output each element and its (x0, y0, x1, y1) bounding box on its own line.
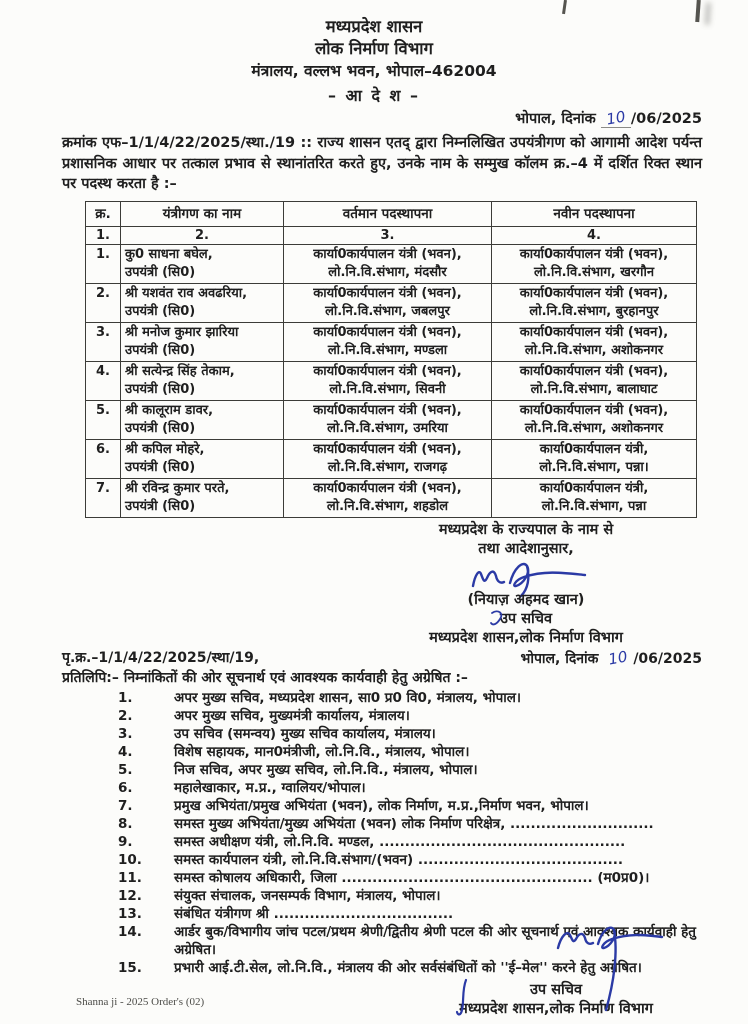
top-date-line (0, 109, 702, 129)
list-item: 1. अपर मुख्य सचिव, मध्यप्रदेश शासन, सा0 प्र0 वि0, मंत्रालय, भोपाल। (118, 689, 522, 706)
handwritten-day: 10 (607, 646, 630, 669)
row-sno: 7. (86, 478, 121, 517)
transfer-table (85, 201, 697, 518)
list-item: 8. समस्त मुख्य अभियंता/मुख्य अभियंता (भवन) लोक निर्माण परिक्षेत्र, ............................ (118, 815, 654, 832)
col-header-current: वर्तमान पदस्थापना (284, 201, 492, 226)
row-sno: 5. (86, 400, 121, 439)
row-name: श्री यशवंत राव अवढरिया, उपयंत्री (सि0) (121, 283, 284, 322)
row-current-posting: कार्या0कार्यपालन यंत्री (भवन), लो.नि.वि.संभाग, शहडोल (284, 478, 492, 517)
order-intro-paragraph (62, 133, 702, 195)
row-current-posting: कार्या0कार्यपालन यंत्री (भवन), लो.नि.वि.संभाग, मण्डला (284, 322, 492, 361)
col-header-new: नवीन पदस्थापना (492, 201, 697, 226)
list-item: 7. प्रमुख अभियंता/प्रमुख अभियंता (भवन), लोक निर्माण, म.प्र.,निर्माण भवन, भोपाल। (118, 797, 589, 814)
colnum-4: 4. (492, 226, 697, 244)
table-numbering-row (86, 226, 697, 244)
table-header-row (86, 201, 697, 226)
table-row (86, 478, 697, 517)
list-item: 5. निज सचिव, अपर मुख्य सचिव, लो.नि.वि., मंत्रालय, भोपाल। (118, 761, 478, 778)
list-item: 12. संयुक्त संचालक, जनसम्पर्क विभाग, मंत्रालय, भोपाल। (118, 887, 441, 904)
endorsement-date: भोपाल, दिनांक 10 /06/2025 (520, 646, 702, 669)
government-name: मध्यप्रदेश शासन (325, 17, 423, 36)
table-row (86, 361, 697, 400)
signature-block-primary (356, 521, 696, 648)
letterhead (0, 0, 748, 107)
row-new-posting: कार्या0कार्यपालन यंत्री (भवन), लो.नि.वि.संभाग, बुरहानपुर (492, 283, 697, 322)
colnum-3: 3. (284, 226, 492, 244)
row-name: श्री मनोज कुमार झारिया उपयंत्री (सि0) (121, 322, 284, 361)
colnum-2: 2. (121, 226, 284, 244)
handwritten-day: 10 (604, 107, 627, 129)
row-sno: 3. (86, 322, 121, 361)
list-item: 10. समस्त कार्यपालन यंत्री, लो.नि.वि.संभाग/(भवन) ........................................ (118, 851, 623, 868)
place-date-label: भोपाल, दिनांक (515, 111, 596, 127)
row-sno: 6. (86, 439, 121, 478)
row-new-posting: कार्या0कार्यपालन यंत्री, लो.नि.वि.संभाग, पन्ना। (492, 439, 697, 478)
col-header-name: यंत्रीगण का नाम (121, 201, 284, 226)
row-name: श्री कालूराम डावर, उपयंत्री (सि0) (121, 400, 284, 439)
list-item: 11. समस्त कोषालय अधिकारी, जिला ................................................. (म0प्र0)। (118, 869, 650, 886)
row-sno: 2. (86, 283, 121, 322)
row-name: श्री कपिल मोहरे, उपयंत्री (सि0) (121, 439, 284, 478)
signatory-designation: उप सचिव (529, 981, 583, 998)
list-item: 13. संबंधित यंत्रीगण श्री ................................... (118, 905, 454, 922)
row-name: श्री रविन्द्र कुमार परते, उपयंत्री (सि0) (121, 478, 284, 517)
row-new-posting: कार्या0कार्यपालन यंत्री, लो.नि.वि.संभाग, पन्ना (492, 478, 697, 517)
list-item: 14. आर्डर बुक/विभागीय जांच पटल/प्रथम श्रेणी/द्वितीय श्रेणी पटल की ओर सूचनार्थ एवं आवश्यक कार्यवाही हेतु अग्रेषित। (118, 923, 696, 958)
row-new-posting: कार्या0कार्यपालन यंत्री (भवन), लो.नि.वि.संभाग, अशोकनगर (492, 322, 697, 361)
order-title: – आ दे श – (327, 86, 420, 105)
date-rest: /06/2025 (630, 111, 702, 127)
colnum-1: 1. (86, 226, 121, 244)
table-row (86, 283, 697, 322)
row-name: कु0 साधना बघेल, उपयंत्री (सि0) (121, 244, 284, 283)
list-item: 2. अपर मुख्य सचिव, मुख्यमंत्री कार्यालय, मंत्रालय। (118, 707, 410, 724)
list-item: 9. समस्त अधीक्षण यंत्री, लो.नि.वि. मण्डल, ................................................ (118, 833, 626, 850)
row-sno: 1. (86, 244, 121, 283)
table-row (86, 244, 697, 283)
on-behalf-line: मध्यप्रदेश के राज्यपाल के नाम से (438, 521, 614, 538)
endorsement-ref-number: पृ.क्र.–1/1/4/22/2025/स्था/19, (62, 649, 260, 666)
table-row (86, 400, 697, 439)
signatory-department: मध्यप्रदेश शासन,लोक निर्माण विभाग (459, 1000, 653, 1017)
row-current-posting: कार्या0कार्यपालन यंत्री (भवन), लो.नि.वि.संभाग, उमरिया (284, 400, 492, 439)
row-current-posting: कार्या0कार्यपालन यंत्री (भवन), लो.नि.वि.संभाग, जबलपुर (284, 283, 492, 322)
copy-to-heading: प्रतिलिपि:– निम्नांकितों की ओर सूचनार्थ एवं आवश्यक कार्यवाही हेतु अग्रेषित :– (62, 669, 468, 686)
footer-file-note: Shanna ji - 2025 Order's (02) (76, 996, 205, 1008)
list-item: 15. प्रभारी आई.टी.सेल, लो.नि.वि., मंत्रालय की ओर सर्वसंबंधितों को ''ई–मेल'' करने हेतु अग्रेषित। (118, 959, 642, 976)
signatory-name: (नियाज़ अहमद खान) (467, 591, 585, 608)
signatory-department: मध्यप्रदेश शासन,लोक निर्माण विभाग (429, 629, 623, 646)
row-new-posting: कार्या0कार्यपालन यंत्री (भवन), लो.नि.वि.संभाग, अशोकनगर (492, 400, 697, 439)
row-current-posting: कार्या0कार्यपालन यंत्री (भवन), लो.नि.वि.संभाग, सिवनी (284, 361, 492, 400)
department-name: लोक निर्माण विभाग (315, 39, 433, 58)
as-ordered-line: तथा आदेशानुसार, (478, 540, 574, 557)
row-new-posting: कार्या0कार्यपालन यंत्री (भवन), लो.नि.वि.संभाग, खरगौन (492, 244, 697, 283)
endorsement-ref-row (62, 646, 702, 669)
col-header-sno: क्र. (86, 201, 121, 226)
list-item: 6. महालेखाकार, म.प्र., ग्वालियर/भोपाल। (118, 779, 366, 796)
signatory-designation: उप सचिव (499, 610, 553, 627)
list-item: 4. विशेष सहायक, मान0मंत्रीजी, लो.नि.वि., मंत्रालय, भोपाल। (118, 743, 470, 760)
order-reference-number: क्रमांक एफ–1/1/4/22/2025/स्था./19 :: (62, 135, 313, 151)
row-sno: 4. (86, 361, 121, 400)
row-current-posting: कार्या0कार्यपालन यंत्री (भवन), लो.नि.वि.संभाग, मंदसौर (284, 244, 492, 283)
order-body-text: राज्य शासन एतद् द्वारा निम्नलिखित उपयंत्रीगण को आगामी आदेश पर्यन्त प्रशासनिक आधार पर तत्काल प्रभाव से स्थानांतरित करते हुए, उनके नाम के सम्मुख कॉलम क्र.–4 में दर्शित रिक्त स्थान पर पदस्थ करता है :– (62, 135, 702, 192)
list-item: 3. उप सचिव (समन्वय) मुख्य सचिव कार्यालय, मंत्रालय। (118, 725, 436, 742)
office-address: मंत्रालय, वल्लभ भवन, भोपाल–462004 (251, 62, 497, 80)
row-name: श्री सत्येन्द्र सिंह तेकाम, उपयंत्री (सि0) (121, 361, 284, 400)
row-new-posting: कार्या0कार्यपालन यंत्री (भवन), लो.नि.वि.संभाग, बालाघाट (492, 361, 697, 400)
row-current-posting: कार्या0कार्यपालन यंत्री (भवन), लो.नि.वि.संभाग, राजगढ़ (284, 439, 492, 478)
table-row (86, 322, 697, 361)
signature-block-secondary (416, 981, 696, 1019)
copy-to-list (118, 689, 702, 977)
table-row (86, 439, 697, 478)
